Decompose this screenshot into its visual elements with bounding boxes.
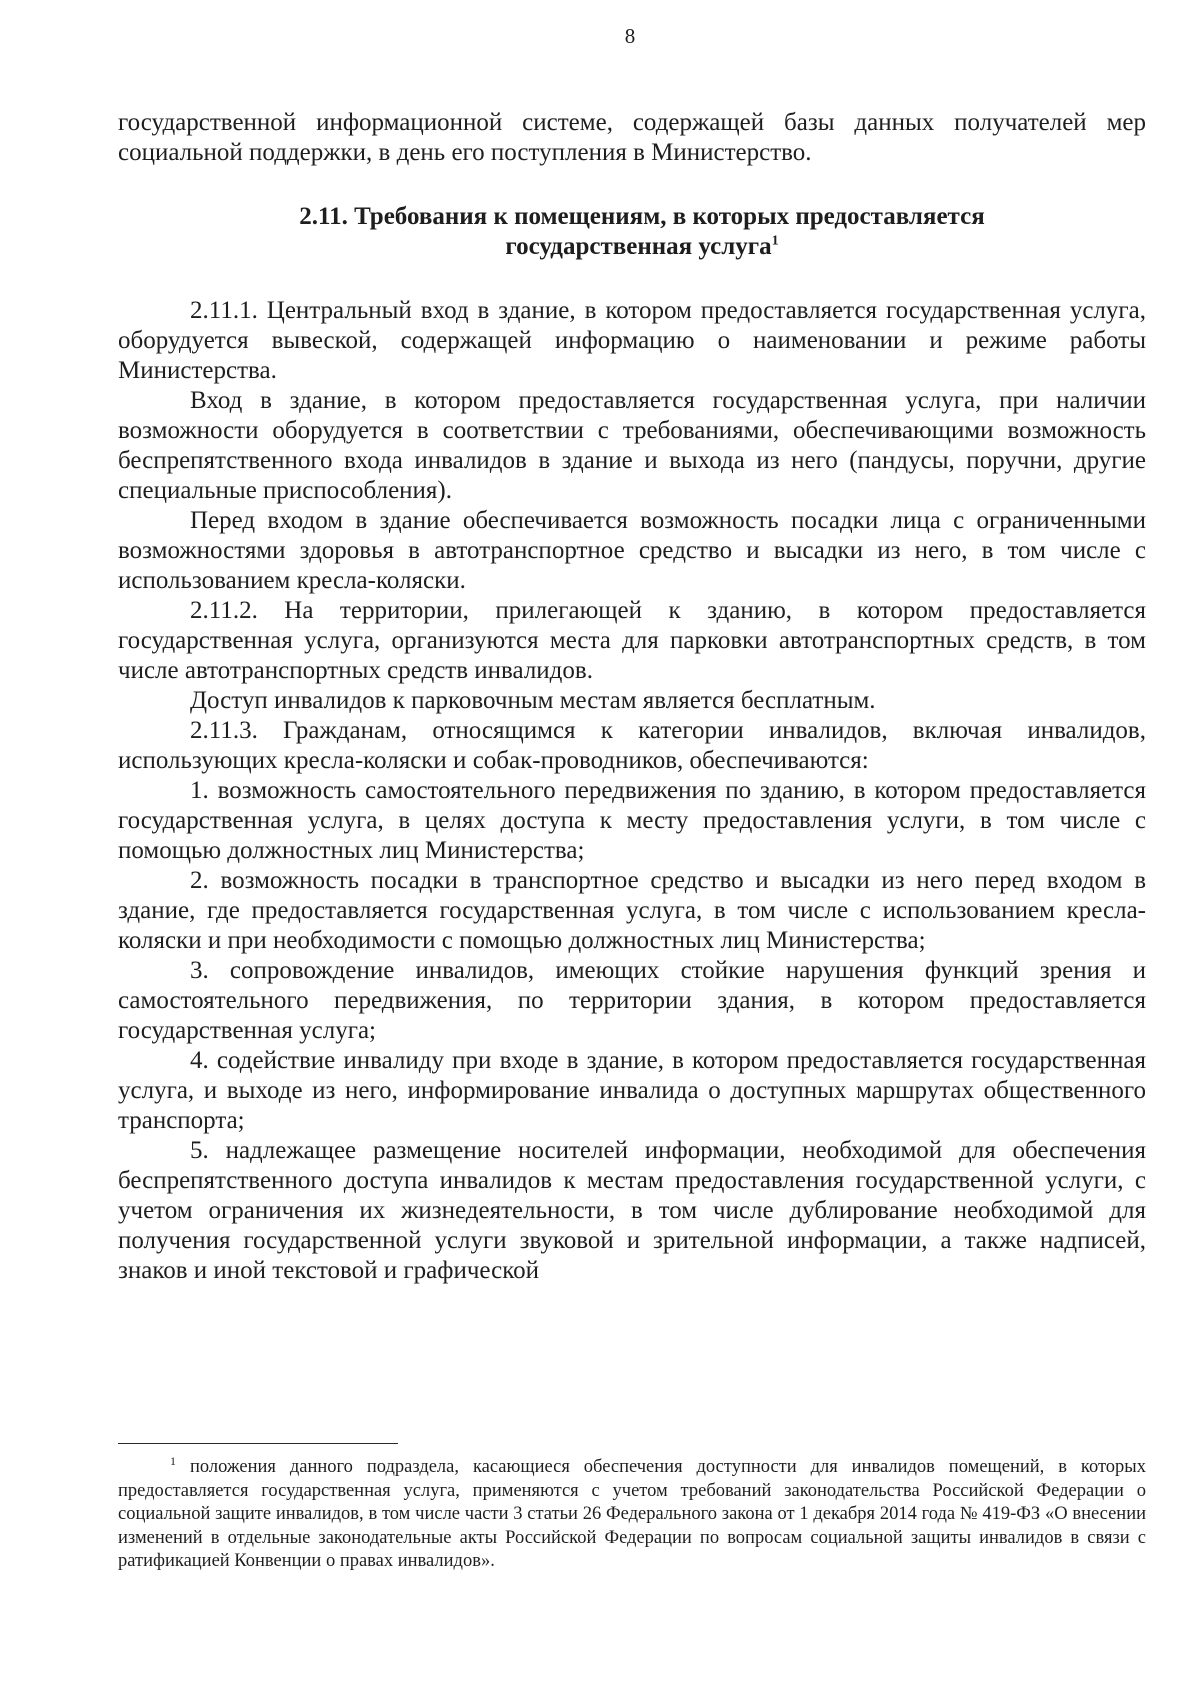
footnote-reference[interactable]: 1 xyxy=(771,233,779,249)
footnote-marker: 1 xyxy=(170,1453,176,1468)
list-item-1: 1. возможность самостоятельного передвижения по зданию, в котором предоставляется государственная услуга, в целях доступа к месту предоставления услуги, в том числе с помощью должностных лиц Министерства; xyxy=(118,777,1146,864)
paragraph-2-11-3: 2.11.3. Гражданам, относящимся к категории инвалидов, включая инвалидов, использующих кресла-коляски и собак-проводников, обеспечиваются: xyxy=(118,717,1146,774)
section-heading-line-1: 2.11. Требования к помещениям, в которых предоставляется xyxy=(299,203,985,230)
paragraph-entrance-equipment: Вход в здание, в котором предоставляется государственная услуга, при наличии возможности оборудуется в соответствии с требованиями, обеспечивающими возможность беспрепятственного входа инвалидов в здание и выхода из него (пандусы, поручни, другие специальные приспособления). xyxy=(118,387,1146,504)
section-heading-line-2-text: государственная услуга xyxy=(505,233,772,260)
paragraph-free-parking: Доступ инвалидов к парковочным местам является бесплатным. xyxy=(190,687,876,714)
list-item-4: 4. содействие инвалиду при входе в здание, в котором предоставляется государственная услуга, и выходе из него, информирование инвалида о доступных маршрутах общественного транспорта; xyxy=(118,1047,1146,1134)
document-body xyxy=(118,108,1146,1286)
paragraph-2-11-1: 2.11.1. Центральный вход в здание, в котором предоставляется государственная услуга, оборудуется вывеской, содержащей информацию о наименовании и режиме работы Министерства. xyxy=(118,297,1146,384)
page-number: 8 xyxy=(624,24,636,48)
footnote-divider xyxy=(118,1443,398,1444)
intro-paragraph: государственной информационной системе, содержащей базы данных получателей мер социальной поддержки, в день его поступления в Министерство. xyxy=(118,109,1146,166)
paragraph-boarding-before-entrance: Перед входом в здание обеспечивается возможность посадки лица с ограниченными возможностями здоровья в автотранспортное средство и высадки из него, в том числе с использованием кресла-коляски. xyxy=(118,507,1146,594)
footnote xyxy=(118,1453,1146,1574)
section-heading-line-2 xyxy=(138,232,1146,262)
list-item-5: 5. надлежащее размещение носителей информации, необходимой для обеспечения беспрепятственного доступа инвалидов к местам предоставления государственной услуги, с учетом ограничения их жизнедеятельности, в том числе дублирование необходимой для получения государственной услуги звуковой и зрительной информации, а также надписей, знаков и иной текстовой и графической xyxy=(118,1137,1146,1284)
section-heading xyxy=(118,202,1146,262)
footnote-text: положения данного подраздела, касающиеся обеспечения доступности для инвалидов помещений, в которых предоставляется государственная услуга, применяются с учетом требований законодательства Российской Федерации о социальной защите инвалидов, в том числе части 3 статьи 26 Федерального закона от 1 декабря 2014 года № 419-ФЗ «О внесении изменений в отдельные законодательные акты Российской Федерации по вопросам социальной защиты инвалидов в связи с ратификацией Конвенции о правах инвалидов». xyxy=(118,1457,1146,1571)
list-item-2: 2. возможность посадки в транспортное средство и высадки из него перед входом в здание, где предоставляется государственная услуга, в том числе с использованием кресла-коляски и при необходимости с помощью должностных лиц Министерства; xyxy=(118,867,1146,954)
paragraph-2-11-2: 2.11.2. На территории, прилегающей к зданию, в котором предоставляется государственная услуга, организуются места для парковки автотранспортных средств, в том числе автотранспортных средств инвалидов. xyxy=(118,597,1146,684)
list-item-3: 3. сопровождение инвалидов, имеющих стойкие нарушения функций зрения и самостоятельного передвижения, по территории здания, в котором предоставляется государственная услуга; xyxy=(118,957,1146,1044)
